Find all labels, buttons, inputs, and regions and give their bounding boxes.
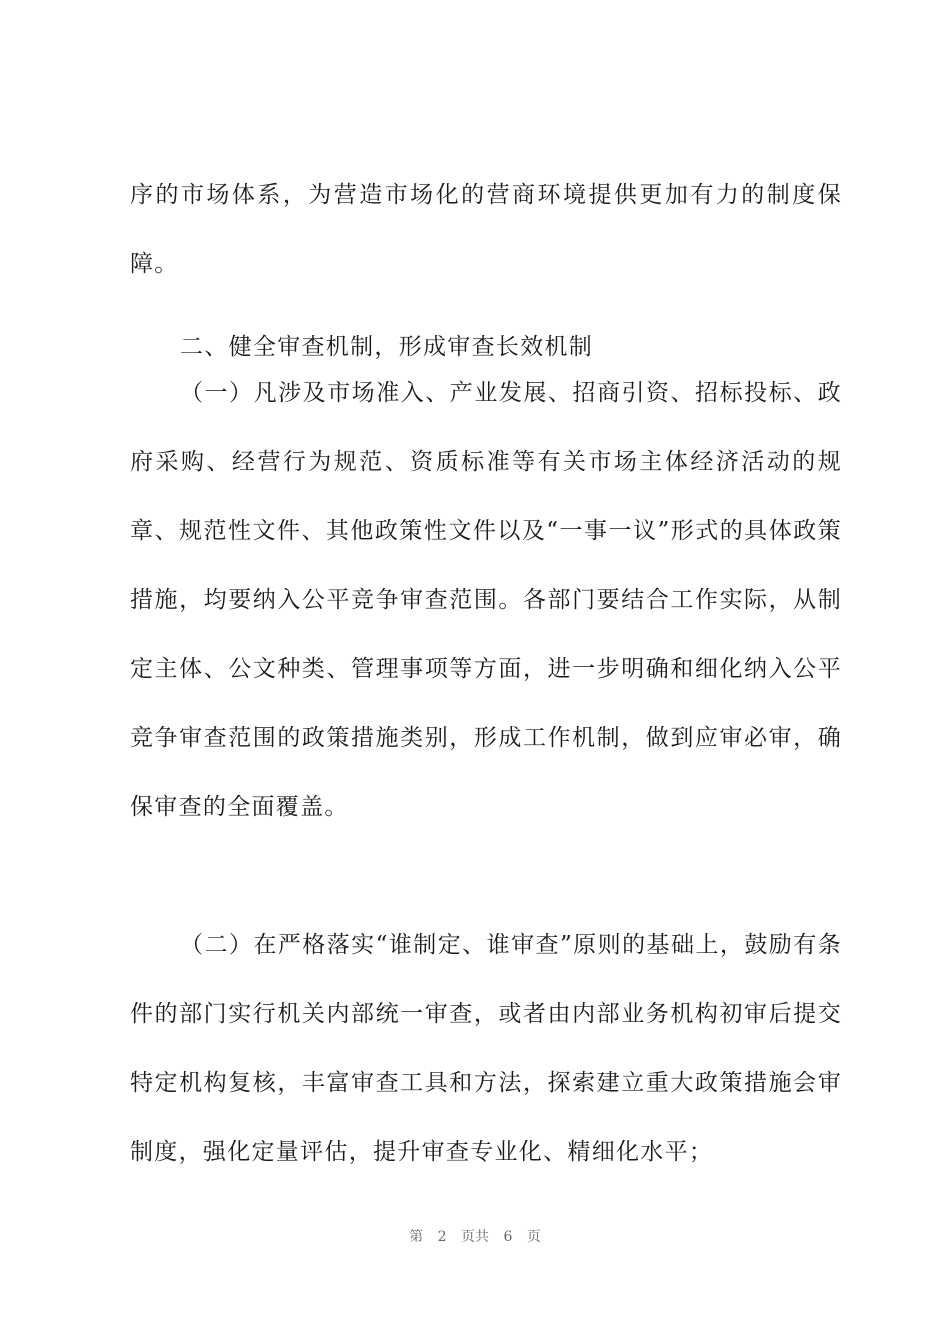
footer-total-pages: 6 xyxy=(503,1229,513,1245)
paragraph-continuation: 序的市场体系，为营造市场化的营商环境提供更加有力的制度保障。 xyxy=(130,182,842,277)
footer-middle: 页共 xyxy=(461,1229,489,1245)
page-footer xyxy=(0,1226,950,1246)
footer-suffix: 页 xyxy=(526,1229,541,1245)
paragraph-item-1: （一）凡涉及市场准入、产业发展、招商引资、招标投标、政府采购、经营行为规范、资质标准等有关市场主体经济活动的规章、规范性文件、其他政策性文件以及“一事一议”形式的具体政策措施，均要纳入公平竞争审查范围。各部门要结合工作实际，从制定主体、公文种类、管理事项等方面，进一步明确和细化纳入公平竞争审查范围的政策措施类别，形成工作机制，做到应审必审，确保审查的全面覆盖。 xyxy=(130,380,842,820)
paragraph-item-2: （二）在严格落实“谁制定、谁审查”原则的基础上，鼓励有条件的部门实行机关内部统一审查，或者由内部业务机构初审后提交特定机构复核，丰富审查工具和方法，探索建立重大政策措施会审制度，强化定量评估，提升审查专业化、精细化水平； xyxy=(130,932,842,1165)
footer-page-number: 2 xyxy=(437,1229,447,1245)
section-heading: 二、健全审查机制，形成审查长效机制 xyxy=(180,334,594,360)
footer-prefix: 第 xyxy=(409,1229,424,1245)
